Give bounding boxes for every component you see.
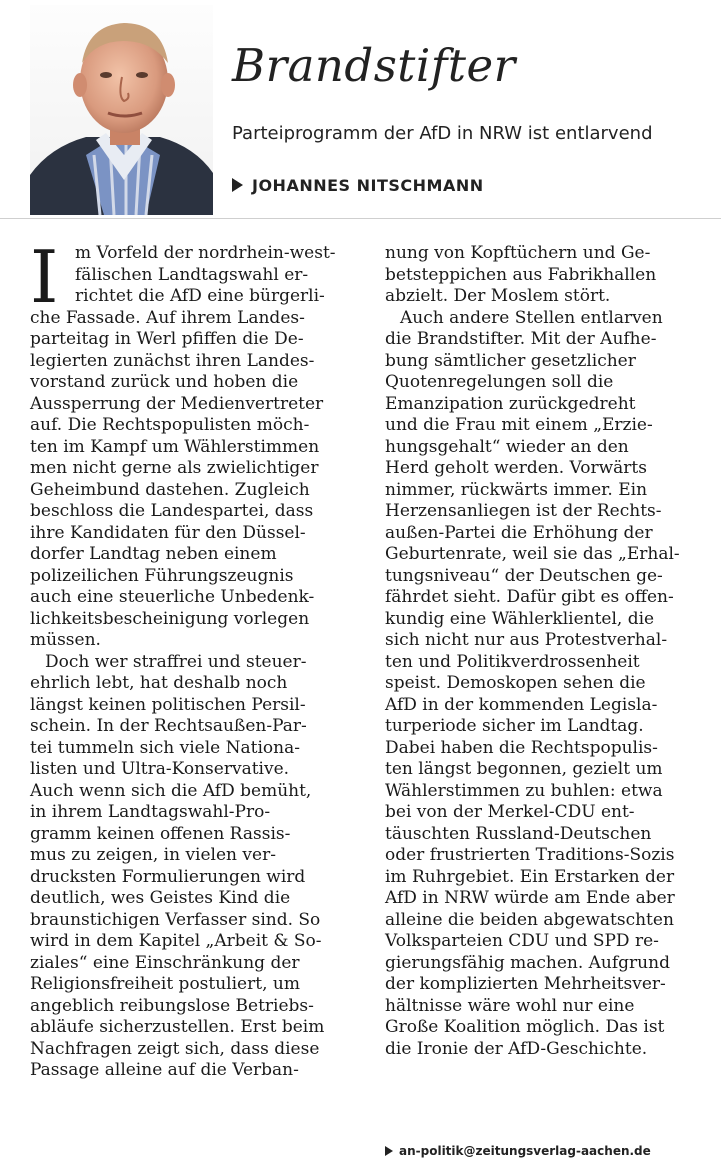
author-byline — [232, 171, 484, 199]
triangle-arrow-icon — [385, 1146, 393, 1156]
author-photo — [30, 5, 213, 215]
text-line: hungsgehalt“ wieder an den — [385, 436, 629, 457]
text-line: braunstichigen Verfasser sind. So — [30, 909, 321, 930]
triangle-arrow-icon — [232, 178, 243, 192]
text-line: AfD in der kommenden Legisla- — [385, 694, 658, 715]
author-portrait-image — [30, 5, 213, 215]
text-line: auch eine steuerliche Unbedenk- — [30, 587, 315, 607]
text-line: drucksten Formulierungen wird — [30, 866, 306, 887]
text-line: Auch andere Stellen entlarven — [400, 307, 663, 328]
text-line: der komplizierten Mehrheitsver- — [385, 974, 666, 994]
text-line: mus zu zeigen, in vielen ver- — [30, 845, 276, 865]
text-line: und die Frau mit einem „Erzie- — [385, 415, 653, 435]
text-line: alleine die beiden abgewatschten — [385, 909, 674, 930]
text-line: men nicht gerne als zwielichtiger — [30, 458, 319, 478]
text-line: bung sämtlicher gesetzlicher — [385, 350, 636, 371]
text-line: Aussperrung der Medienvertreter — [30, 393, 324, 414]
text-line: Herzensanliegen ist der Rechts- — [385, 501, 662, 521]
text-line: ten im Kampf um Wählerstimmen — [30, 436, 320, 457]
text-line: Wählerstimmen zu buhlen: etwa — [385, 780, 663, 801]
text-line: m Vorfeld der nordrhein-west- — [75, 243, 336, 263]
text-line: gierungsfähig machen. Aufgrund — [385, 952, 670, 973]
text-line: tungsniveau“ der Deutschen ge- — [385, 565, 663, 586]
text-line: richtet die AfD eine bürgerli- — [75, 286, 325, 306]
text-line: die Ironie der AfD-Geschichte. — [385, 1038, 648, 1059]
text-line: lichkeitsbescheinigung vorlegen — [30, 608, 310, 629]
text-line: ehrlich lebt, hat deshalb noch — [30, 673, 288, 693]
text-line: Herd geholt werden. Vorwärts — [385, 458, 647, 478]
author-email: an-politik@zeitungsverlag-aachen.de — [399, 1144, 651, 1158]
text-line: AfD in NRW würde am Ende aber — [385, 888, 675, 908]
text-line: sich nicht nur aus Protestverhal- — [385, 630, 668, 650]
text-line: nung von Kopftüchern und Ge- — [385, 243, 651, 263]
text-line: polizeilichen Führungszeugnis — [30, 565, 294, 586]
text-line: turperiode sicher im Landtag. — [385, 716, 644, 736]
text-line: speist. Demoskopen sehen die — [385, 673, 646, 693]
text-line: ten längst begonnen, gezielt um — [385, 759, 663, 779]
text-line: Dabei haben die Rechtspopulis- — [385, 737, 658, 758]
text-line: fährdet sieht. Dafür gibt es offen- — [385, 587, 674, 607]
text-line: vorstand zurück und hoben die — [30, 372, 299, 392]
text-line: in ihrem Landtagswahl-Pro- — [30, 802, 271, 822]
text-line: angeblich reibungslose Betriebs- — [30, 995, 314, 1016]
text-line: beschloss die Landespartei, dass — [30, 501, 314, 521]
text-line: oder frustrierten Traditions-Sozis — [385, 845, 675, 865]
text-line: dorfer Landtag neben einem — [30, 544, 277, 564]
text-line: die Brandstifter. Mit der Aufhe- — [385, 329, 657, 349]
text-line: auf. Die Rechtspopulisten möch- — [30, 415, 310, 435]
text-line: Religionsfreiheit postuliert, um — [30, 974, 300, 994]
article-subtitle: Parteiprogramm der AfD in NRW ist entlarvend — [232, 123, 653, 144]
text-line: che Fassade. Auf ihrem Landes- — [30, 307, 305, 328]
text-line: bei von der Merkel-CDU ent- — [385, 802, 635, 822]
text-line: im Ruhrgebiet. Ein Erstarken der — [385, 866, 675, 887]
author-name: JOHANNES NITSCHMANN — [252, 175, 484, 195]
author-email-row — [385, 1144, 651, 1158]
text-line: außen-Partei die Erhöhung der — [385, 522, 653, 543]
article-column-1 — [30, 235, 362, 1082]
text-line: Auch wenn sich die AfD bemüht, — [30, 780, 312, 801]
text-line: ziales“ eine Einschränkung der — [30, 952, 300, 973]
text-line: Geburtenrate, weil sie das „Erhal- — [385, 544, 680, 564]
text-line: legierten zunächst ihren Landes- — [30, 350, 315, 371]
text-line: schein. In der Rechtsaußen-Par- — [30, 716, 307, 736]
text-line: listen und Ultra-Konservative. — [30, 759, 290, 779]
text-line: Geheimbund dastehen. Zugleich — [30, 479, 310, 500]
text-line: längst keinen politischen Persil- — [30, 694, 306, 715]
text-line: Große Koalition möglich. Das ist — [385, 1017, 665, 1037]
text-line: hältnisse wäre wohl nur eine — [385, 995, 635, 1016]
text-line: müssen. — [30, 630, 101, 650]
text-line: Quotenregelungen soll die — [385, 372, 614, 392]
text-line: parteitag in Werl pfiffen die De- — [30, 329, 304, 349]
article-title: Brandstifter — [232, 39, 516, 92]
text-line: abzielt. Der Moslem stört. — [385, 286, 611, 306]
text-line: ten und Politikverdrossenheit — [385, 651, 640, 672]
text-line: deutlich, wes Geistes Kind die — [30, 888, 291, 908]
article-column-2 — [385, 243, 717, 1060]
text-line: Passage alleine auf die Verban- — [30, 1060, 299, 1080]
text-line: kundig eine Wählerklientel, die — [385, 608, 655, 629]
text-line: betsteppichen aus Fabrikhallen — [385, 264, 657, 285]
text-line: tei tummeln sich viele Nationa- — [30, 737, 300, 758]
text-line: Doch wer straffrei und steuer- — [45, 651, 307, 672]
text-line: Volksparteien CDU und SPD re- — [385, 931, 659, 951]
drop-cap: I — [30, 235, 59, 319]
text-line: Nachfragen zeigt sich, dass diese — [30, 1038, 320, 1059]
text-line: Emanzipation zurückgedreht — [385, 393, 636, 414]
header-divider — [0, 218, 721, 219]
text-line: täuschten Russland-Deutschen — [385, 823, 652, 844]
text-line: wird in dem Kapitel „Arbeit & So- — [30, 931, 322, 951]
text-line: ihre Kandidaten für den Düssel- — [30, 522, 306, 543]
text-line: abläufe sicherzustellen. Erst beim — [30, 1017, 325, 1037]
text-line: nimmer, rückwärts immer. Ein — [385, 479, 648, 500]
text-line: gramm keinen offenen Rassis- — [30, 823, 291, 844]
article-header — [0, 0, 721, 222]
text-line: fälischen Landtagswahl er- — [75, 264, 309, 285]
